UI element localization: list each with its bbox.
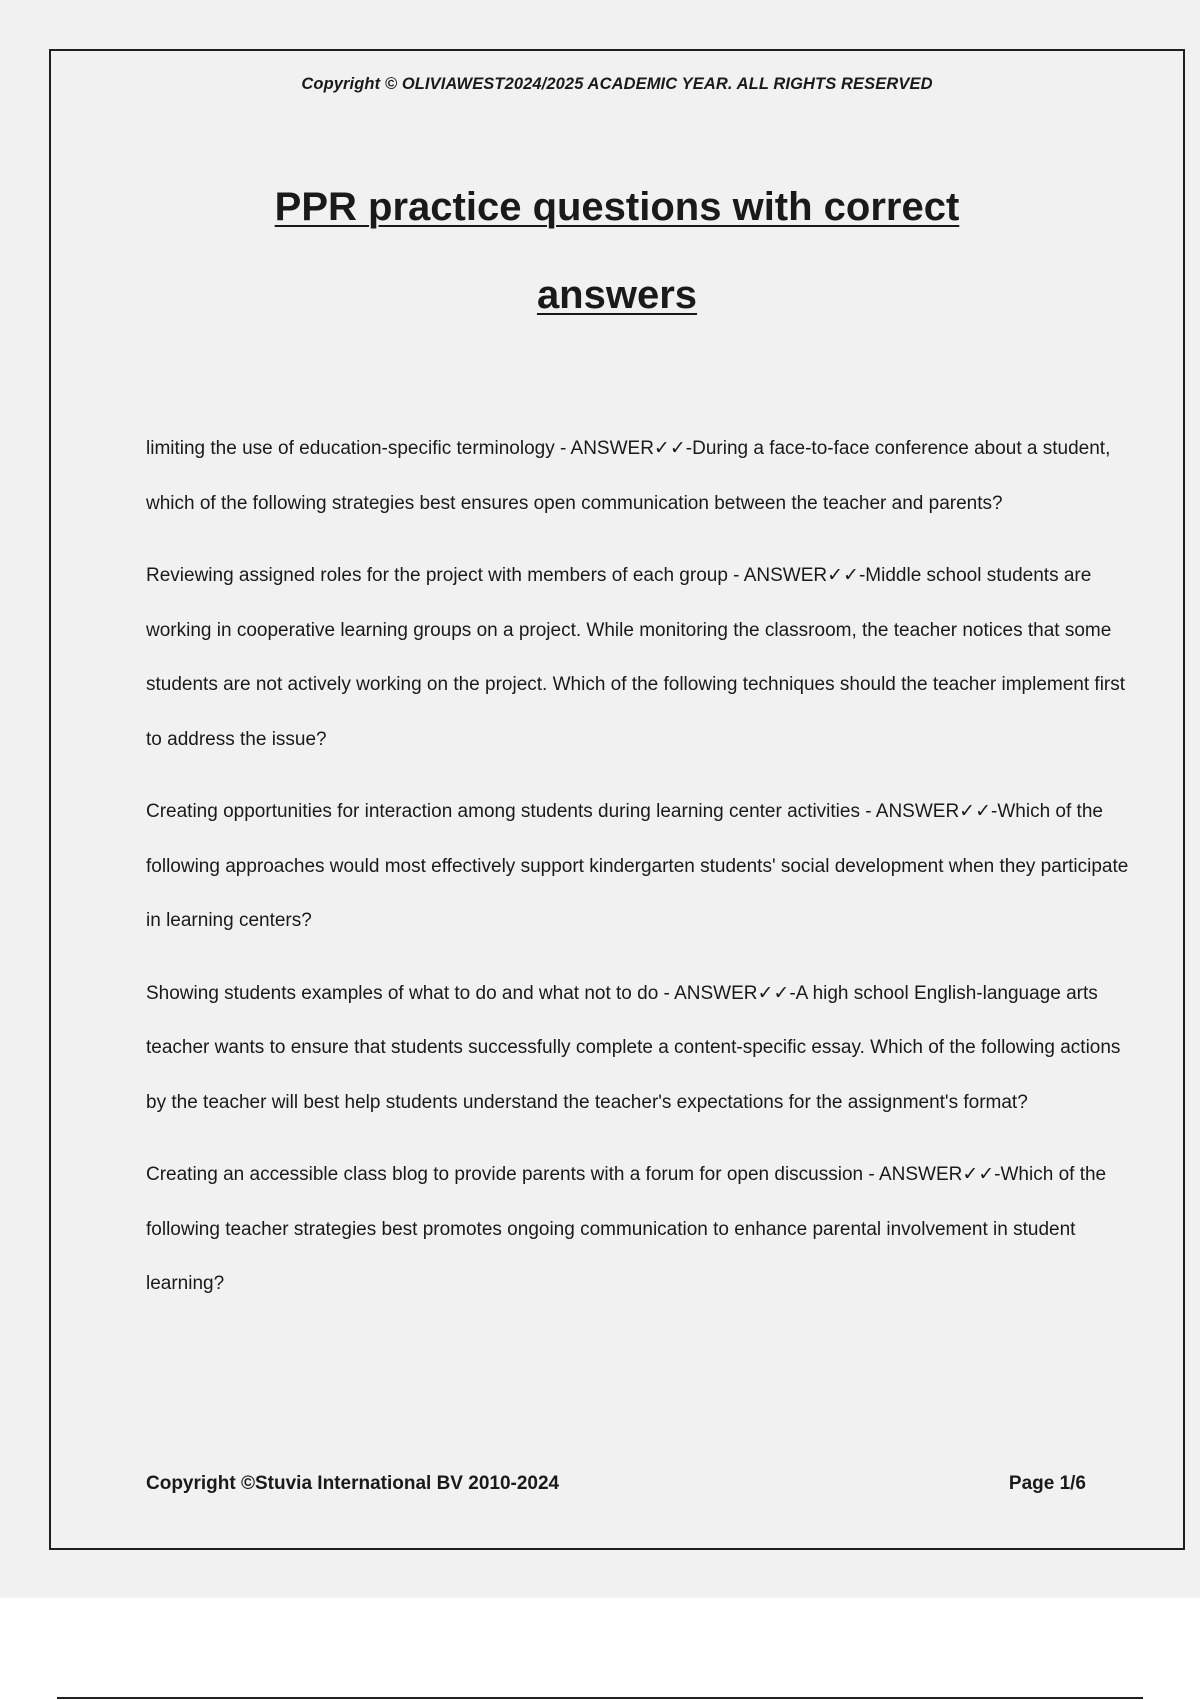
qa-item-5: Creating an accessible class blog to provide parents with a forum for open discussion - ANSWER✓✓-Which of the following teacher strategies best promotes ongoing communication to enhance parental involvement in student learning? bbox=[146, 1164, 1107, 1294]
qa-item-3: Creating opportunities for interaction among students during learning center activities - ANSWER✓✓-Which of the following approaches would most effectively support kindergarten students' social development when they participate in learning centers? bbox=[146, 801, 1129, 931]
header-copyright: Copyright © OLIVIAWEST2024/2025 ACADEMIC YEAR. ALL RIGHTS RESERVED bbox=[301, 75, 933, 93]
next-page-top-rule bbox=[57, 1697, 1143, 1699]
page-border bbox=[49, 49, 1185, 1550]
title-line-1: PPR practice questions with correct bbox=[274, 185, 960, 229]
document-title bbox=[131, 163, 1103, 339]
footer-copyright: Copyright ©Stuvia International BV 2010-2024 bbox=[146, 1473, 560, 1494]
page-number: Page 1/6 bbox=[1008, 1473, 1086, 1494]
qa-item-4: Showing students examples of what to do and what not to do - ANSWER✓✓-A high school English-language arts teacher wants to ensure that students successfully complete a content-specific essay. Which of the following actions by the teacher will best help students understand the teacher's expectations for the assignment's format? bbox=[146, 982, 1121, 1113]
title-line-2: answers bbox=[536, 273, 698, 317]
qa-item-2: Reviewing assigned roles for the project with members of each group - ANSWER✓✓-Middle school students are working in cooperative learning groups on a project. While monitoring the classroom, the teacher notices that some students are not actively working on the project. Which of the following techniques should the teacher implement first to address the issue? bbox=[146, 565, 1126, 750]
qa-item-1: limiting the use of education-specific terminology - ANSWER✓✓-During a face-to-face conference about a student, which of the following strategies best ensures open communication between the teacher and parents? bbox=[146, 438, 1111, 514]
question-answer-list bbox=[146, 422, 1136, 1330]
